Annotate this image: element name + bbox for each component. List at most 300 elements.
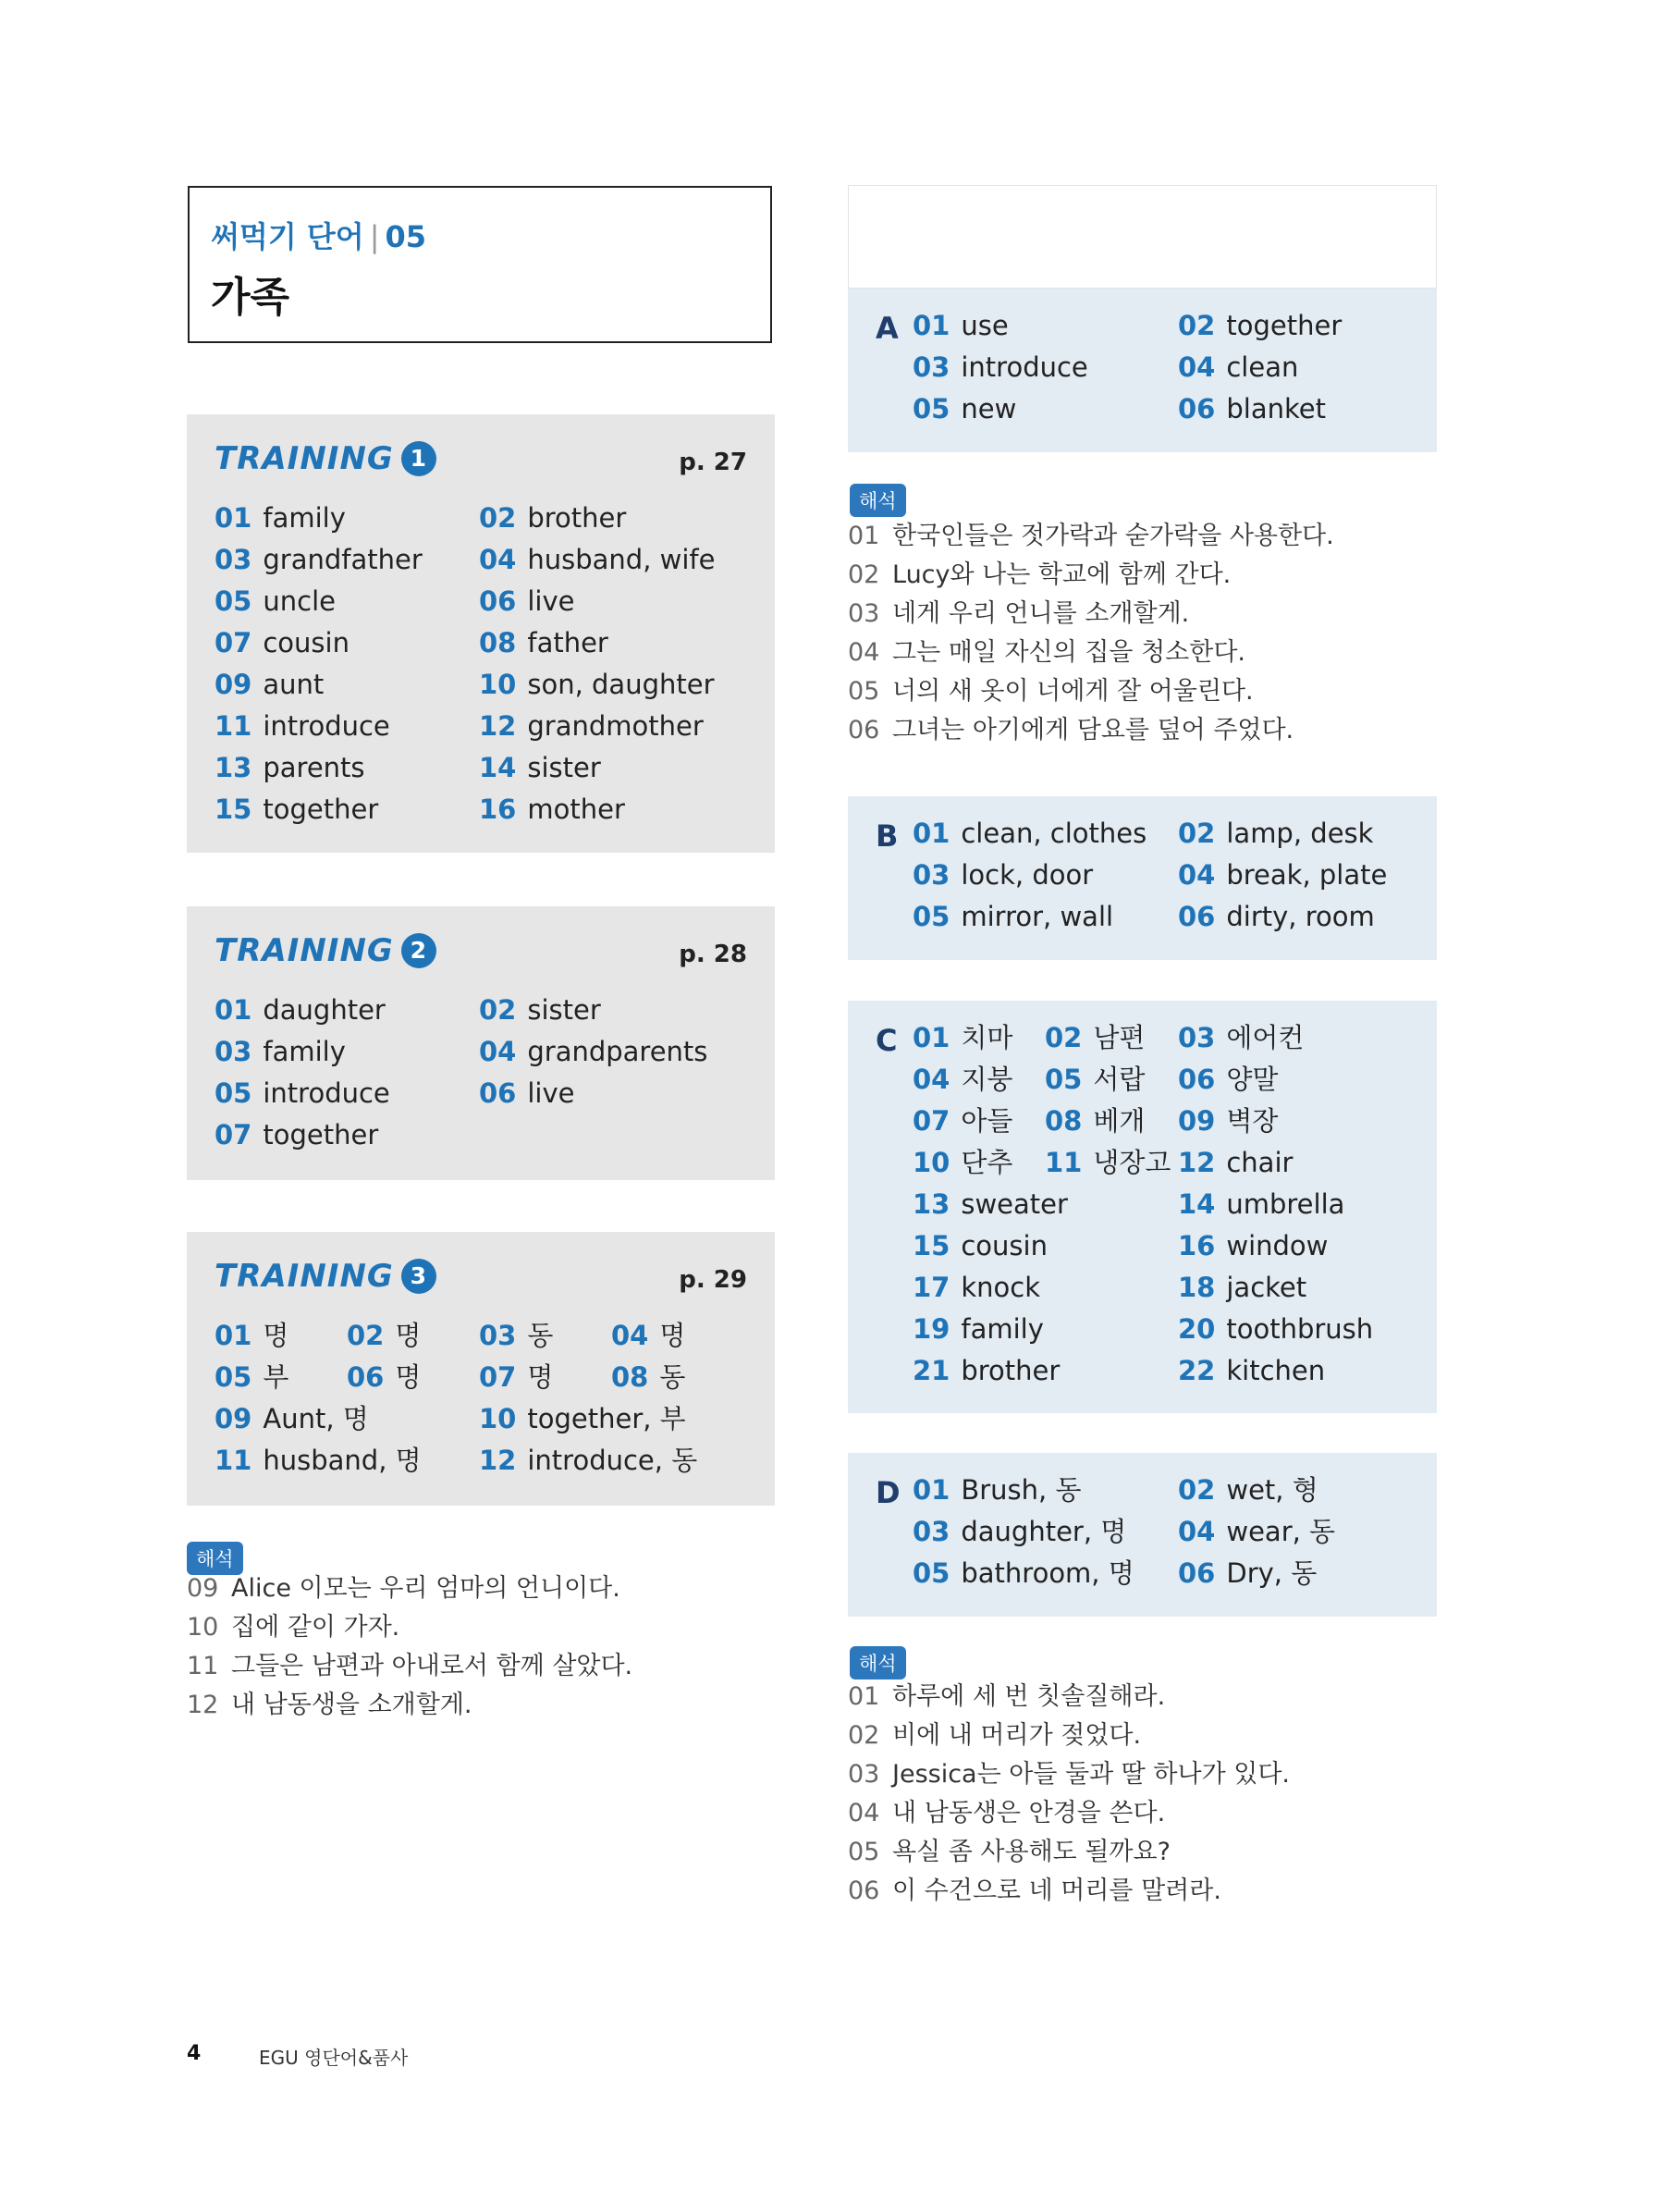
title-box	[188, 186, 772, 343]
title-number: 05	[385, 219, 427, 254]
section-a-item-text: clean	[1226, 351, 1299, 383]
section-c-item	[913, 1021, 1012, 1054]
section-c-item-number: 22	[1178, 1355, 1216, 1386]
section-d-translation-line-text: 욕실 좀 사용해도 될까요?	[892, 1838, 1171, 1866]
section-c-item-number: 07	[913, 1105, 950, 1137]
training3-item	[215, 1360, 288, 1394]
training2-item-number: 04	[479, 1036, 517, 1067]
section-b-item-number: 01	[913, 818, 950, 849]
section-c-item-text: 베개	[1093, 1105, 1146, 1137]
section-b-item-number: 06	[1178, 901, 1216, 932]
section-a-translation-line-text: 한국인들은 젓가락과 숟가락을 사용한다.	[892, 522, 1334, 550]
training1-item	[215, 626, 349, 659]
page-title: 가족	[211, 274, 290, 321]
section-c-item-text: sweater	[961, 1188, 1068, 1220]
section-d-translation-line-number: 04	[848, 1799, 880, 1827]
training3-panel	[187, 1232, 775, 1506]
training2-item	[215, 1077, 390, 1110]
training2-label: TRAINING	[215, 932, 394, 969]
section-b-item-number: 02	[1178, 818, 1216, 849]
section-d-translation-line-number: 01	[848, 1682, 880, 1711]
section-c-item	[1178, 1271, 1306, 1304]
section-a-item-number: 02	[1178, 310, 1216, 341]
training1-item-text: aunt	[263, 669, 325, 700]
section-b-item	[1178, 858, 1387, 892]
section-c-item-number: 16	[1178, 1230, 1216, 1261]
training1-item	[479, 751, 601, 784]
section-a-translation-line-number: 05	[848, 677, 880, 706]
section-c-item-text: 단추	[961, 1147, 1013, 1178]
training1-item-number: 09	[215, 669, 252, 700]
training2-item-text: introduce	[263, 1077, 390, 1109]
section-d-item-number: 02	[1178, 1474, 1216, 1506]
training2-item	[479, 1077, 574, 1110]
training3-item	[479, 1319, 553, 1352]
section-c-item	[913, 1354, 1060, 1387]
training2-item-number: 03	[215, 1036, 252, 1067]
section-a-item-number: 03	[913, 351, 950, 383]
section-c-item-number: 21	[913, 1355, 950, 1386]
training1-item-number: 06	[479, 585, 517, 617]
section-a-item-number: 06	[1178, 393, 1216, 424]
training1-item	[479, 709, 704, 743]
section-c-item-number: 03	[1178, 1022, 1216, 1053]
section-c-item	[1178, 1146, 1293, 1179]
training3-translation-line-number: 10	[187, 1613, 219, 1642]
section-c-item-number: 13	[913, 1188, 950, 1220]
training3-item	[215, 1402, 369, 1435]
training1-item-text: introduce	[263, 710, 390, 742]
section-b-item	[1178, 900, 1375, 933]
section-a-translation-line	[848, 598, 1189, 630]
training1-item-text: family	[263, 502, 346, 534]
section-a-translation-line-text: 그는 매일 자신의 집을 청소한다.	[892, 638, 1245, 667]
section-a-translation-line-number: 01	[848, 522, 880, 550]
training3-logo	[215, 1258, 436, 1295]
training1-item-number: 15	[215, 794, 252, 825]
section-a-translation-line	[848, 715, 1294, 746]
training2-item-number: 06	[479, 1077, 517, 1109]
training3-translation-line-number: 12	[187, 1691, 219, 1719]
training3-item-number: 02	[347, 1320, 385, 1351]
training1-item	[479, 668, 715, 701]
training1-item	[215, 584, 336, 618]
training1-item-number: 08	[479, 627, 517, 658]
section-c-item-text: 남편	[1093, 1022, 1146, 1053]
training1-item	[215, 709, 390, 743]
training1-item-text: son, daughter	[527, 669, 715, 700]
training2-item-text: grandparents	[527, 1036, 708, 1067]
section-a-translation-line-number: 02	[848, 560, 880, 589]
training1-item-text: father	[527, 627, 608, 658]
training1-item-number: 14	[479, 752, 517, 783]
training2-item	[215, 1035, 346, 1068]
training3-item	[479, 1360, 553, 1394]
section-c-item-number: 20	[1178, 1313, 1216, 1345]
section-c-item	[1178, 1229, 1328, 1262]
section-c-item	[1178, 1354, 1325, 1387]
training3-item	[347, 1360, 421, 1394]
training2-item-text: daughter	[263, 994, 386, 1026]
section-a-translation-line-text: 네게 우리 언니를 소개할게.	[892, 599, 1190, 628]
section-a-translation-line	[848, 676, 1254, 707]
section-a-translation-line-text: 너의 새 옷이 너에게 잘 어울린다.	[892, 677, 1254, 706]
page-number: 4	[187, 2042, 202, 2065]
section-d-item-text: Brush, 동	[961, 1474, 1082, 1506]
training1-item-text: grandmother	[527, 710, 704, 742]
section-c-item-number: 09	[1178, 1105, 1216, 1137]
section-d-item	[1178, 1556, 1317, 1590]
training3-item	[611, 1360, 685, 1394]
training1-item-text: brother	[527, 502, 627, 534]
section-c-item-number: 10	[913, 1147, 950, 1178]
section-a-item-text: new	[961, 393, 1017, 424]
section-c-item-text: kitchen	[1226, 1355, 1326, 1386]
training3-item-text: 명	[527, 1361, 554, 1393]
training3-item-text: 동	[527, 1320, 554, 1351]
title-series	[211, 214, 426, 256]
section-d-item-number: 04	[1178, 1516, 1216, 1547]
section-c-item-number: 08	[1045, 1105, 1083, 1137]
section-c-item-number: 01	[913, 1022, 950, 1053]
training1-item-number: 07	[215, 627, 252, 658]
training3-item-number: 11	[215, 1445, 252, 1476]
training3-item-text: 부	[263, 1361, 289, 1393]
section-d-letter: D	[876, 1475, 901, 1510]
training1-item-text: live	[527, 585, 575, 617]
training2-item-number: 07	[215, 1119, 252, 1150]
training3-item-text: 명	[395, 1361, 422, 1393]
section-d-item-text: Dry, 동	[1226, 1557, 1318, 1589]
training3-item-number: 09	[215, 1403, 252, 1434]
section-a-item-text: introduce	[961, 351, 1088, 383]
section-a-item-number: 01	[913, 310, 950, 341]
section-c-item	[1045, 1021, 1145, 1054]
training3-item-text: husband, 명	[263, 1445, 422, 1476]
training1-item-number: 11	[215, 710, 252, 742]
training1-item-number: 13	[215, 752, 252, 783]
training1-item	[215, 501, 346, 535]
section-c-item	[1178, 1021, 1304, 1054]
section-d-item	[1178, 1515, 1335, 1548]
training3-translation-line-text: Alice 이모는 우리 엄마의 언니이다.	[231, 1574, 620, 1603]
section-a-item	[1178, 392, 1326, 425]
section-b-item-text: lamp, desk	[1226, 818, 1374, 849]
training3-item-number: 06	[347, 1361, 385, 1393]
section-c-item	[1045, 1063, 1145, 1096]
section-d-panel	[848, 1453, 1437, 1617]
section-c-item	[913, 1063, 1012, 1096]
section-c-item-text: family	[961, 1313, 1044, 1345]
section-c-item-text: brother	[961, 1355, 1061, 1386]
training1-item-number: 04	[479, 544, 517, 575]
section-a-item-text: together	[1226, 310, 1343, 341]
section-a-translation-line	[848, 637, 1245, 669]
section-c-item-text: 아들	[961, 1105, 1013, 1137]
training1-panel	[187, 414, 775, 853]
training1-item-text: sister	[527, 752, 601, 783]
training1-item	[215, 793, 378, 826]
training2-item-text: family	[263, 1036, 346, 1067]
section-d-item	[913, 1515, 1126, 1548]
section-d-item	[913, 1556, 1134, 1590]
section-c-item-number: 17	[913, 1272, 950, 1303]
training1-item-number: 05	[215, 585, 252, 617]
section-c-item	[1178, 1187, 1344, 1221]
training1-item-number: 10	[479, 669, 517, 700]
training3-item-number: 07	[479, 1361, 517, 1393]
training2-page-ref: p. 28	[679, 941, 747, 968]
section-a-item	[1178, 351, 1298, 384]
training1-label: TRAINING	[215, 440, 394, 477]
section-d-translation-badge: 해석	[850, 1646, 906, 1679]
section-c-item-text: 냉장고	[1093, 1147, 1171, 1178]
training1-item	[479, 626, 608, 659]
section-c-item-text: jacket	[1226, 1272, 1307, 1303]
section-b-item	[913, 858, 1093, 892]
training1-item	[215, 543, 423, 576]
section-c-item-number: 12	[1178, 1147, 1216, 1178]
training1-item	[215, 668, 324, 701]
training1-item-text: uncle	[263, 585, 336, 617]
training1-item-text: parents	[263, 752, 365, 783]
training1-number-badge: 1	[401, 441, 436, 476]
section-b-item-text: dirty, room	[1226, 901, 1375, 932]
training2-item	[215, 1118, 378, 1151]
section-c-item-text: umbrella	[1226, 1188, 1345, 1220]
training3-number-badge: 3	[401, 1259, 436, 1294]
section-a-translation-line	[848, 521, 1334, 552]
training3-item-text: 명	[659, 1320, 686, 1351]
section-c-item-number: 18	[1178, 1272, 1216, 1303]
training1-page-ref: p. 27	[679, 449, 747, 476]
training1-item	[479, 793, 625, 826]
section-c-item-text: toothbrush	[1226, 1313, 1374, 1345]
training3-item	[347, 1319, 421, 1352]
training3-page-ref: p. 29	[679, 1266, 747, 1294]
section-c-item	[1178, 1312, 1373, 1346]
section-b-item	[913, 817, 1147, 850]
section-a-panel	[848, 289, 1437, 452]
training1-logo	[215, 440, 436, 477]
training1-item-text: mother	[527, 794, 625, 825]
section-c-item-number: 02	[1045, 1022, 1083, 1053]
section-d-translation-line-number: 06	[848, 1876, 880, 1905]
section-d-item-text: wear, 동	[1226, 1516, 1336, 1547]
section-d-translation-line-text: 이 수건으로 네 머리를 말려라.	[892, 1876, 1221, 1905]
section-d-translation-line-text: Jessica는 아들 둘과 딸 하나가 있다.	[892, 1760, 1290, 1789]
training2-panel	[187, 906, 775, 1180]
section-a-item	[913, 309, 1009, 342]
section-d-translation-line-number: 02	[848, 1721, 880, 1750]
section-c-item-text: knock	[961, 1272, 1041, 1303]
section-d-translation-line-text: 하루에 세 번 칫솔질해라.	[892, 1682, 1166, 1711]
training3-item-number: 10	[479, 1403, 517, 1434]
training1-item-number: 16	[479, 794, 517, 825]
section-c-item	[913, 1312, 1044, 1346]
training3-translation-line	[187, 1651, 632, 1682]
section-d-translation-line-text: 비에 내 머리가 젖었다.	[892, 1721, 1142, 1750]
section-d-item-number: 06	[1178, 1557, 1216, 1589]
section-c-item-number: 04	[913, 1064, 950, 1095]
section-a-item-text: use	[961, 310, 1009, 341]
training3-item-text: 동	[659, 1361, 686, 1393]
section-c-item-number: 19	[913, 1313, 950, 1345]
section-c-item-text: 서랍	[1093, 1064, 1146, 1095]
training3-item-number: 05	[215, 1361, 252, 1393]
section-a-item	[913, 351, 1088, 384]
section-c-item	[913, 1146, 1012, 1179]
section-c-item	[1045, 1146, 1171, 1179]
training3-item-text: 명	[263, 1320, 289, 1351]
section-c-item-number: 15	[913, 1230, 950, 1261]
training3-translation-line-text: 그들은 남편과 아내로서 함께 살았다.	[231, 1652, 633, 1680]
section-d-translation-line	[848, 1876, 1221, 1907]
training3-item	[611, 1319, 685, 1352]
training2-item-number: 02	[479, 994, 517, 1026]
section-d-translation-line	[848, 1759, 1290, 1790]
book-title: EGU 영단어&품사	[259, 2047, 409, 2069]
training1-item	[215, 751, 365, 784]
training2-logo	[215, 932, 436, 969]
training3-item-number: 08	[611, 1361, 649, 1393]
section-a-item-number: 04	[1178, 351, 1216, 383]
training3-item	[479, 1402, 686, 1435]
training3-item-text: Aunt, 명	[263, 1403, 369, 1434]
section-c-item-number: 06	[1178, 1064, 1216, 1095]
training3-item-number: 12	[479, 1445, 517, 1476]
training2-item-number: 01	[215, 994, 252, 1026]
training3-translation-line	[187, 1573, 620, 1605]
section-d-translation-line	[848, 1681, 1165, 1713]
section-b-item-text: mirror, wall	[961, 901, 1114, 932]
section-b-letter: B	[876, 818, 899, 854]
training1-item-number: 01	[215, 502, 252, 534]
section-b-item-number: 04	[1178, 859, 1216, 891]
training3-translation-line	[187, 1612, 399, 1643]
section-c-panel	[848, 1001, 1437, 1413]
training1-item-number: 12	[479, 710, 517, 742]
title-series-text: 써먹기 단어	[211, 219, 364, 254]
section-b-item	[1178, 817, 1373, 850]
section-a-translation-badge: 해석	[850, 484, 906, 517]
training2-item-text: together	[263, 1119, 379, 1150]
section-c-letter: C	[876, 1023, 898, 1058]
training3-item	[215, 1444, 422, 1477]
training3-item-number: 01	[215, 1320, 252, 1351]
section-c-item-text: 에어컨	[1226, 1022, 1305, 1053]
section-c-item	[1178, 1104, 1278, 1138]
training2-item-number: 05	[215, 1077, 252, 1109]
section-a-translation-line-text: 그녀는 아기에게 담요를 덮어 주었다.	[892, 716, 1294, 744]
training2-item	[479, 993, 601, 1027]
training1-item-text: together	[263, 794, 379, 825]
section-a-header-strip	[848, 185, 1437, 289]
section-c-item-text: 치마	[961, 1022, 1013, 1053]
training3-translation-line	[187, 1690, 472, 1721]
title-separator: |	[369, 219, 380, 254]
section-d-item-number: 05	[913, 1557, 950, 1589]
section-d-translation-line	[848, 1720, 1141, 1752]
section-a-translation-line	[848, 560, 1231, 591]
section-c-item	[1045, 1104, 1145, 1138]
section-c-item-text: cousin	[961, 1230, 1048, 1261]
section-d-item	[913, 1473, 1082, 1507]
section-d-translation-line-number: 03	[848, 1760, 880, 1789]
section-d-item-text: wet, 형	[1226, 1474, 1318, 1506]
section-a-translation-line-number: 06	[848, 716, 880, 744]
section-a-letter: A	[876, 311, 899, 346]
training3-translation-line-text: 집에 같이 가자.	[231, 1613, 400, 1642]
section-a-translation-line-number: 03	[848, 599, 880, 628]
section-b-item-text: lock, door	[961, 859, 1094, 891]
section-b-item-number: 05	[913, 901, 950, 932]
training1-item	[479, 584, 574, 618]
training1-item	[479, 501, 626, 535]
training2-item	[215, 993, 386, 1027]
section-c-item	[913, 1229, 1048, 1262]
section-c-item-text: window	[1226, 1230, 1329, 1261]
training1-item-text: grandfather	[263, 544, 423, 575]
training3-item	[215, 1319, 288, 1352]
section-c-item-number: 14	[1178, 1188, 1216, 1220]
training3-item-text: 명	[395, 1320, 422, 1351]
section-c-item	[913, 1271, 1040, 1304]
section-b-item-number: 03	[913, 859, 950, 891]
section-c-item-text: chair	[1226, 1147, 1294, 1178]
training3-item-text: introduce, 동	[527, 1445, 698, 1476]
section-b-item-text: break, plate	[1226, 859, 1388, 891]
section-d-item-text: daughter, 명	[961, 1516, 1127, 1547]
training1-item-text: cousin	[263, 627, 349, 658]
training2-item-text: live	[527, 1077, 575, 1109]
training3-translation-line-text: 내 남동생을 소개할게.	[231, 1691, 472, 1719]
section-c-item	[913, 1187, 1068, 1221]
section-d-translation-line-text: 내 남동생은 안경을 쓴다.	[892, 1799, 1166, 1827]
training1-item	[479, 543, 715, 576]
section-b-item	[913, 900, 1113, 933]
section-d-item-number: 03	[913, 1516, 950, 1547]
training3-translation-line-number: 09	[187, 1574, 219, 1603]
training2-item-text: sister	[527, 994, 601, 1026]
section-c-item-text: 벽장	[1226, 1105, 1279, 1137]
training1-item-text: husband, wife	[527, 544, 716, 575]
section-c-item-text: 지붕	[961, 1064, 1013, 1095]
section-a-item	[1178, 309, 1342, 342]
section-a-item	[913, 392, 1016, 425]
section-b-item-text: clean, clothes	[961, 818, 1147, 849]
training3-translation-badge: 해석	[187, 1542, 243, 1575]
section-d-translation-line	[848, 1837, 1171, 1868]
section-c-item	[1178, 1063, 1278, 1096]
section-c-item	[913, 1104, 1012, 1138]
training1-item-number: 03	[215, 544, 252, 575]
section-c-item-text: 양말	[1226, 1064, 1279, 1095]
section-d-item	[1178, 1473, 1318, 1507]
training3-item-number: 03	[479, 1320, 517, 1351]
section-d-translation-line	[848, 1798, 1165, 1829]
section-d-translation-line-number: 05	[848, 1838, 880, 1866]
section-c-item-number: 05	[1045, 1064, 1083, 1095]
section-b-panel	[848, 796, 1437, 960]
section-a-translation-line-number: 04	[848, 638, 880, 667]
training3-item-number: 04	[611, 1320, 649, 1351]
training3-label: TRAINING	[215, 1258, 394, 1295]
training2-number-badge: 2	[401, 933, 436, 968]
training1-item-number: 02	[479, 502, 517, 534]
section-d-item-text: bathroom, 명	[961, 1557, 1134, 1589]
section-a-translation-line-text: Lucy와 나는 학교에 함께 간다.	[892, 560, 1232, 589]
